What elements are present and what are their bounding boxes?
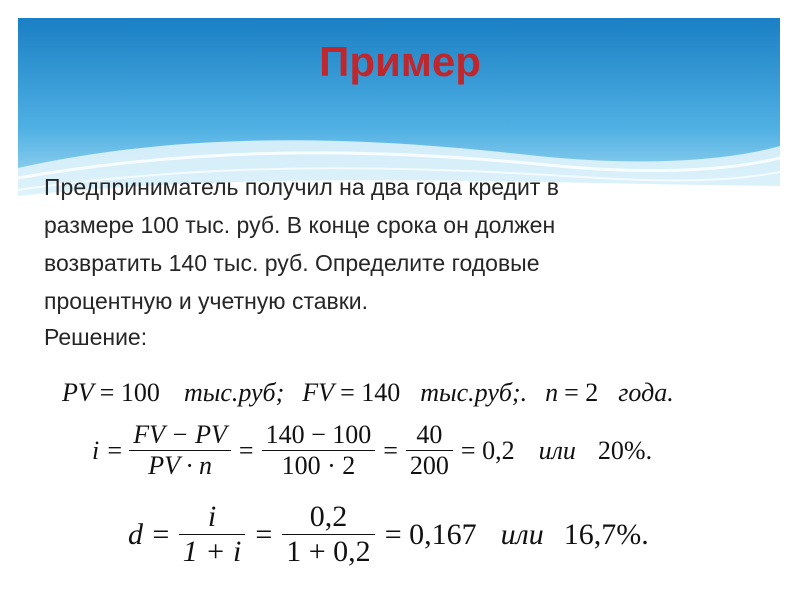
- i-equals-1: =: [238, 435, 254, 465]
- fv-value: = 140: [340, 378, 401, 407]
- given-values-formula: [62, 378, 674, 408]
- i-or: или: [538, 435, 576, 465]
- discount-rate-formula: [128, 500, 649, 569]
- i-lhs: i =: [92, 435, 124, 465]
- i-percent: 20%.: [597, 435, 653, 465]
- problem-line-2: размере 100 тыс. руб. В конце срока он должен: [44, 212, 556, 238]
- d-or: или: [500, 517, 544, 551]
- pv-value: = 100: [99, 378, 160, 407]
- i-fraction-2-numerator: 140 − 100: [262, 420, 376, 451]
- d-percent: 16,7%.: [563, 517, 649, 551]
- i-fraction-3: [406, 420, 453, 481]
- problem-statement: [44, 168, 764, 320]
- d-fraction-2-numerator: 0,2: [282, 500, 374, 535]
- n-value: = 2: [564, 378, 599, 407]
- d-fraction-1-denominator: 1 + i: [182, 535, 242, 568]
- i-result: = 0,2: [460, 435, 515, 465]
- problem-line-1: Предприниматель получил на два года кредит в: [44, 174, 559, 200]
- d-fraction-2-denominator: 1 + 0,2: [286, 535, 371, 568]
- d-result: = 0,167: [384, 517, 477, 551]
- d-fraction-2: [282, 500, 374, 569]
- i-fraction-2-denominator: 100 · 2: [281, 451, 356, 480]
- slide-title: Пример: [319, 38, 481, 85]
- i-fraction-3-numerator: 40: [406, 420, 453, 451]
- d-equals-1: =: [255, 517, 273, 551]
- problem-line-3: возвратить 140 тыс. руб. Определите годовые: [44, 250, 540, 276]
- fv-unit: тыс.руб;.: [420, 378, 528, 407]
- n-unit: года.: [618, 378, 674, 407]
- interest-rate-formula: [92, 420, 652, 481]
- i-fraction-3-denominator: 200: [409, 451, 449, 480]
- d-lhs: d =: [128, 517, 171, 551]
- i-fraction-2: [262, 420, 376, 481]
- fv-symbol: FV: [302, 378, 335, 407]
- i-fraction-1: [129, 420, 231, 481]
- n-symbol: n: [545, 378, 559, 407]
- i-fraction-1-denominator: PV · n: [148, 451, 212, 480]
- i-fraction-1-numerator: FV − PV: [129, 420, 231, 451]
- problem-line-4: процентную и учетную ставки.: [44, 288, 369, 314]
- solution-label: Решение:: [44, 324, 148, 350]
- pv-unit: тыс.руб;: [183, 378, 285, 407]
- d-fraction-1-numerator: i: [179, 500, 246, 535]
- pv-symbol: PV: [62, 378, 94, 407]
- i-equals-2: =: [383, 435, 398, 465]
- d-fraction-1: [179, 500, 246, 569]
